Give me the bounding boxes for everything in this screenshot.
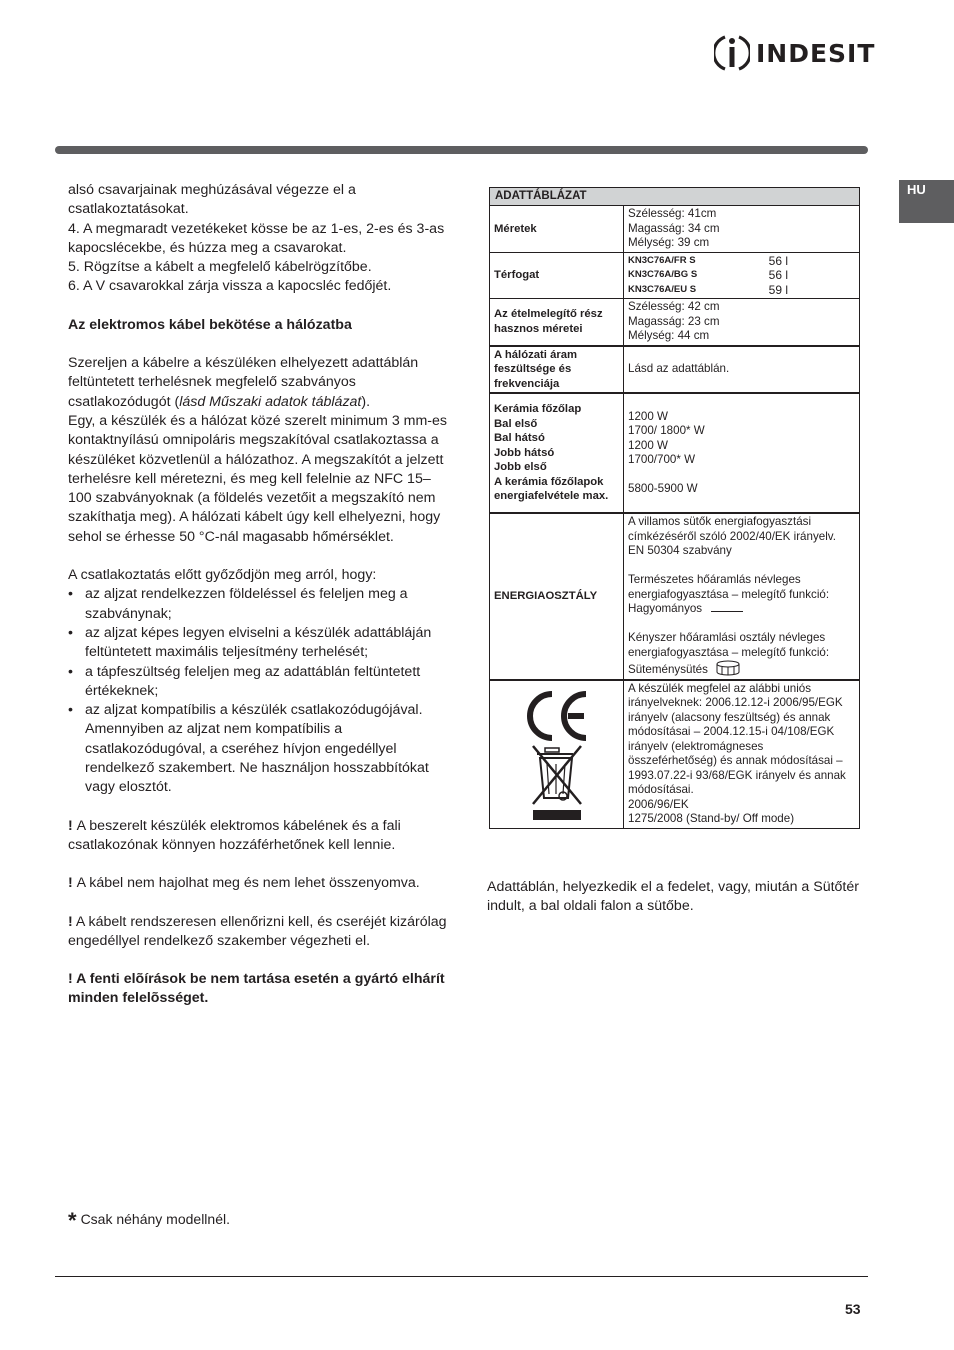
hob-values: 1200 W 1700/ 1800* W 1200 W 1700/700* W 5800-5900 W	[624, 393, 860, 513]
intro-line: 4. A megmaradt vezetékeket kösse be az 1-es, 2-es és 3-as kapocslécekbe, és húzza meg a csavarokat.	[68, 220, 445, 256]
cake-icon	[715, 660, 741, 676]
row-label-volume: Térfogat	[490, 252, 624, 299]
left-column	[68, 181, 453, 1009]
checklist-intro: A csatlakoztatás előtt győződjön meg arról, hogy:	[68, 567, 377, 584]
checklist-item: • az aljzat képes legyen elviselni a készülék adattábláján feltüntetett maximális teljesítmény terhelését;	[68, 624, 453, 663]
checklist-item: • a tápfeszültség feleljen meg az adattáblán feltüntetett értékeknek;	[68, 663, 453, 702]
asterisk-icon: *	[68, 1208, 77, 1233]
warning: ! A kábelt rendszeresen ellenőrizni kell, és cseréjét kizárólag engedéllyel rendelkező szakember végezheti el.	[68, 913, 447, 949]
model-row: KN3C76A/FR S 56 l	[628, 253, 788, 268]
brand-name: INDESIT	[756, 38, 876, 68]
row-label-energy: ENERGIAOSZTÁLY	[490, 513, 624, 680]
checklist-item: • az aljzat kompatíbilis a készülék csatlakozódugójával. Amennyiben az aljzat nem kompatíbilis a csatlakozódugóval, a cseréhez hívjon engedéllyel rendelkező szakembert. Ne használjon hosszabbítókat vagy elosztót.	[68, 701, 453, 797]
paragraph-breaker: Egy, a készülék és a hálózat közé szerelt minimum 3 mm-es kontaktnyílású omnipoláris megszakítóval csatlakoztassa a készüléket közvetlenül a hálózathoz. A megszakítót a jelzett terhelésre kell méretezni, és meg kell felelnie az NFC 15–100 szabványoknak (a földelés vezetőit a megszakító nem szakíthatja meg). A hálózati kábelt úgy kell elhelyezni, hogy sehol se érhesse 50 °C-nál magasabb hőmérséklet.	[68, 412, 447, 545]
ce-mark-icon	[524, 690, 590, 742]
warning: ! A beszerelt készülék elektromos kábelének és a fali csatlakozónak könnyen hozzáférhetőnek kell lennie.	[68, 817, 401, 853]
warning-icon: !	[68, 971, 77, 988]
energy-values: A villamos sütők energiafogyasztási címkézéséről szóló 2002/40/EK irányelv. EN 50304 szabvány Természetes hőáramlás névleges energiafogyasztása – melegítő funkció: Hagyományos Kényszer hőáramlási osztály névleges energiafogyasztása – melegítő funkció: Süteménysütés	[624, 513, 860, 680]
section-heading: Az elektromos kábel bekötése a hálózatba	[68, 316, 352, 333]
warming-values: Szélesség: 42 cm Magasság: 23 cm Mélység: 44 cm	[624, 299, 860, 346]
paragraph-text: ).	[361, 393, 371, 410]
symbols-cell	[490, 680, 624, 829]
row-label-mains: A hálózati áram feszültsége és frekvenciája	[490, 346, 624, 394]
brand-logo	[714, 32, 875, 74]
compliance-text: A készülék megfelel az alábbi uniós irányelveknek: 2006.12.12-i 2006/95/EGK irányelv (alacsony feszültség) és annak módosításai – 2004.12.15-i 04/108/EGK irányelv (elektromágneses összeférhetőség) és annak módosításai – 1993.07.22-i 93/68/EGK irányelv és annak módosításai. 2006/96/EK 1275/2008 (Stand-by/ Off mode)	[624, 680, 860, 829]
intro-line: 6. A V csavarokkal zárja vissza a kapocsléc fedőjét.	[68, 278, 392, 295]
language-tab: HU	[899, 180, 954, 223]
dimensions-values: Szélesség: 41cm Magasság: 34 cm Mélység: 39 cm	[624, 206, 860, 253]
page-number: 53	[845, 1301, 861, 1317]
mains-value: Lásd az adattáblán.	[624, 346, 860, 394]
model-row: KN3C76A/BG S 56 l	[628, 268, 788, 282]
indesit-i-icon	[714, 32, 750, 74]
checklist-item: • az aljzat rendelkezzen földeléssel és feleljen meg a szabványnak;	[68, 585, 453, 624]
warning: ! A kábel nem hajolhat meg és nem lehet összenyomva.	[68, 875, 420, 892]
paragraph-text: Szereljen a kábelre a készüléken elhelyezett adattáblán feltüntetett terhelésnek megfelelő szabványos csatlakozódugót (	[68, 355, 419, 410]
warning-icon: !	[68, 875, 77, 892]
data-table	[489, 187, 860, 829]
row-label-warming: Az ételmelegítő rész hasznos méretei	[490, 299, 624, 346]
header-rule	[55, 146, 868, 154]
weee-bin-icon	[527, 742, 587, 822]
footer-rule	[55, 1276, 868, 1277]
row-label-hob: Kerámia főzőlap Bal első Bal hátsó Jobb hátsó Jobb első A kerámia főzőlapok energiafelvétele max.	[490, 393, 624, 513]
row-label-dimensions: Méretek	[490, 206, 624, 253]
warning-icon: !	[68, 817, 77, 834]
table-note: Adattáblán, helyezkedik el a fedelet, vagy, miután a Sütőtér indult, a bal oldali falon a sütőbe.	[487, 879, 859, 915]
footnote	[68, 1208, 230, 1234]
final-warning: ! A fenti elõírások be nem tartása esetén a gyártó elhárít minden felelõsséget.	[68, 971, 445, 1007]
table-title: ADATTÁBLÁZAT	[490, 188, 860, 206]
model-row: KN3C76A/EU S 59 l	[628, 282, 788, 297]
intro-line: alsó csavarjainak meghúzásával végezze el a csatlakoztatásokat.	[68, 182, 356, 218]
checklist	[68, 585, 453, 797]
blank-line	[711, 611, 743, 612]
table-reference: lásd Műszaki adatok táblázat	[179, 393, 362, 410]
warning-icon: !	[68, 913, 73, 930]
footnote-text: Csak néhány modellnél.	[80, 1211, 230, 1227]
volume-values	[624, 252, 860, 299]
intro-line: 5. Rögzítse a kábelt a megfelelő kábelrögzítőbe.	[68, 259, 372, 276]
paragraph-plug	[68, 354, 453, 412]
